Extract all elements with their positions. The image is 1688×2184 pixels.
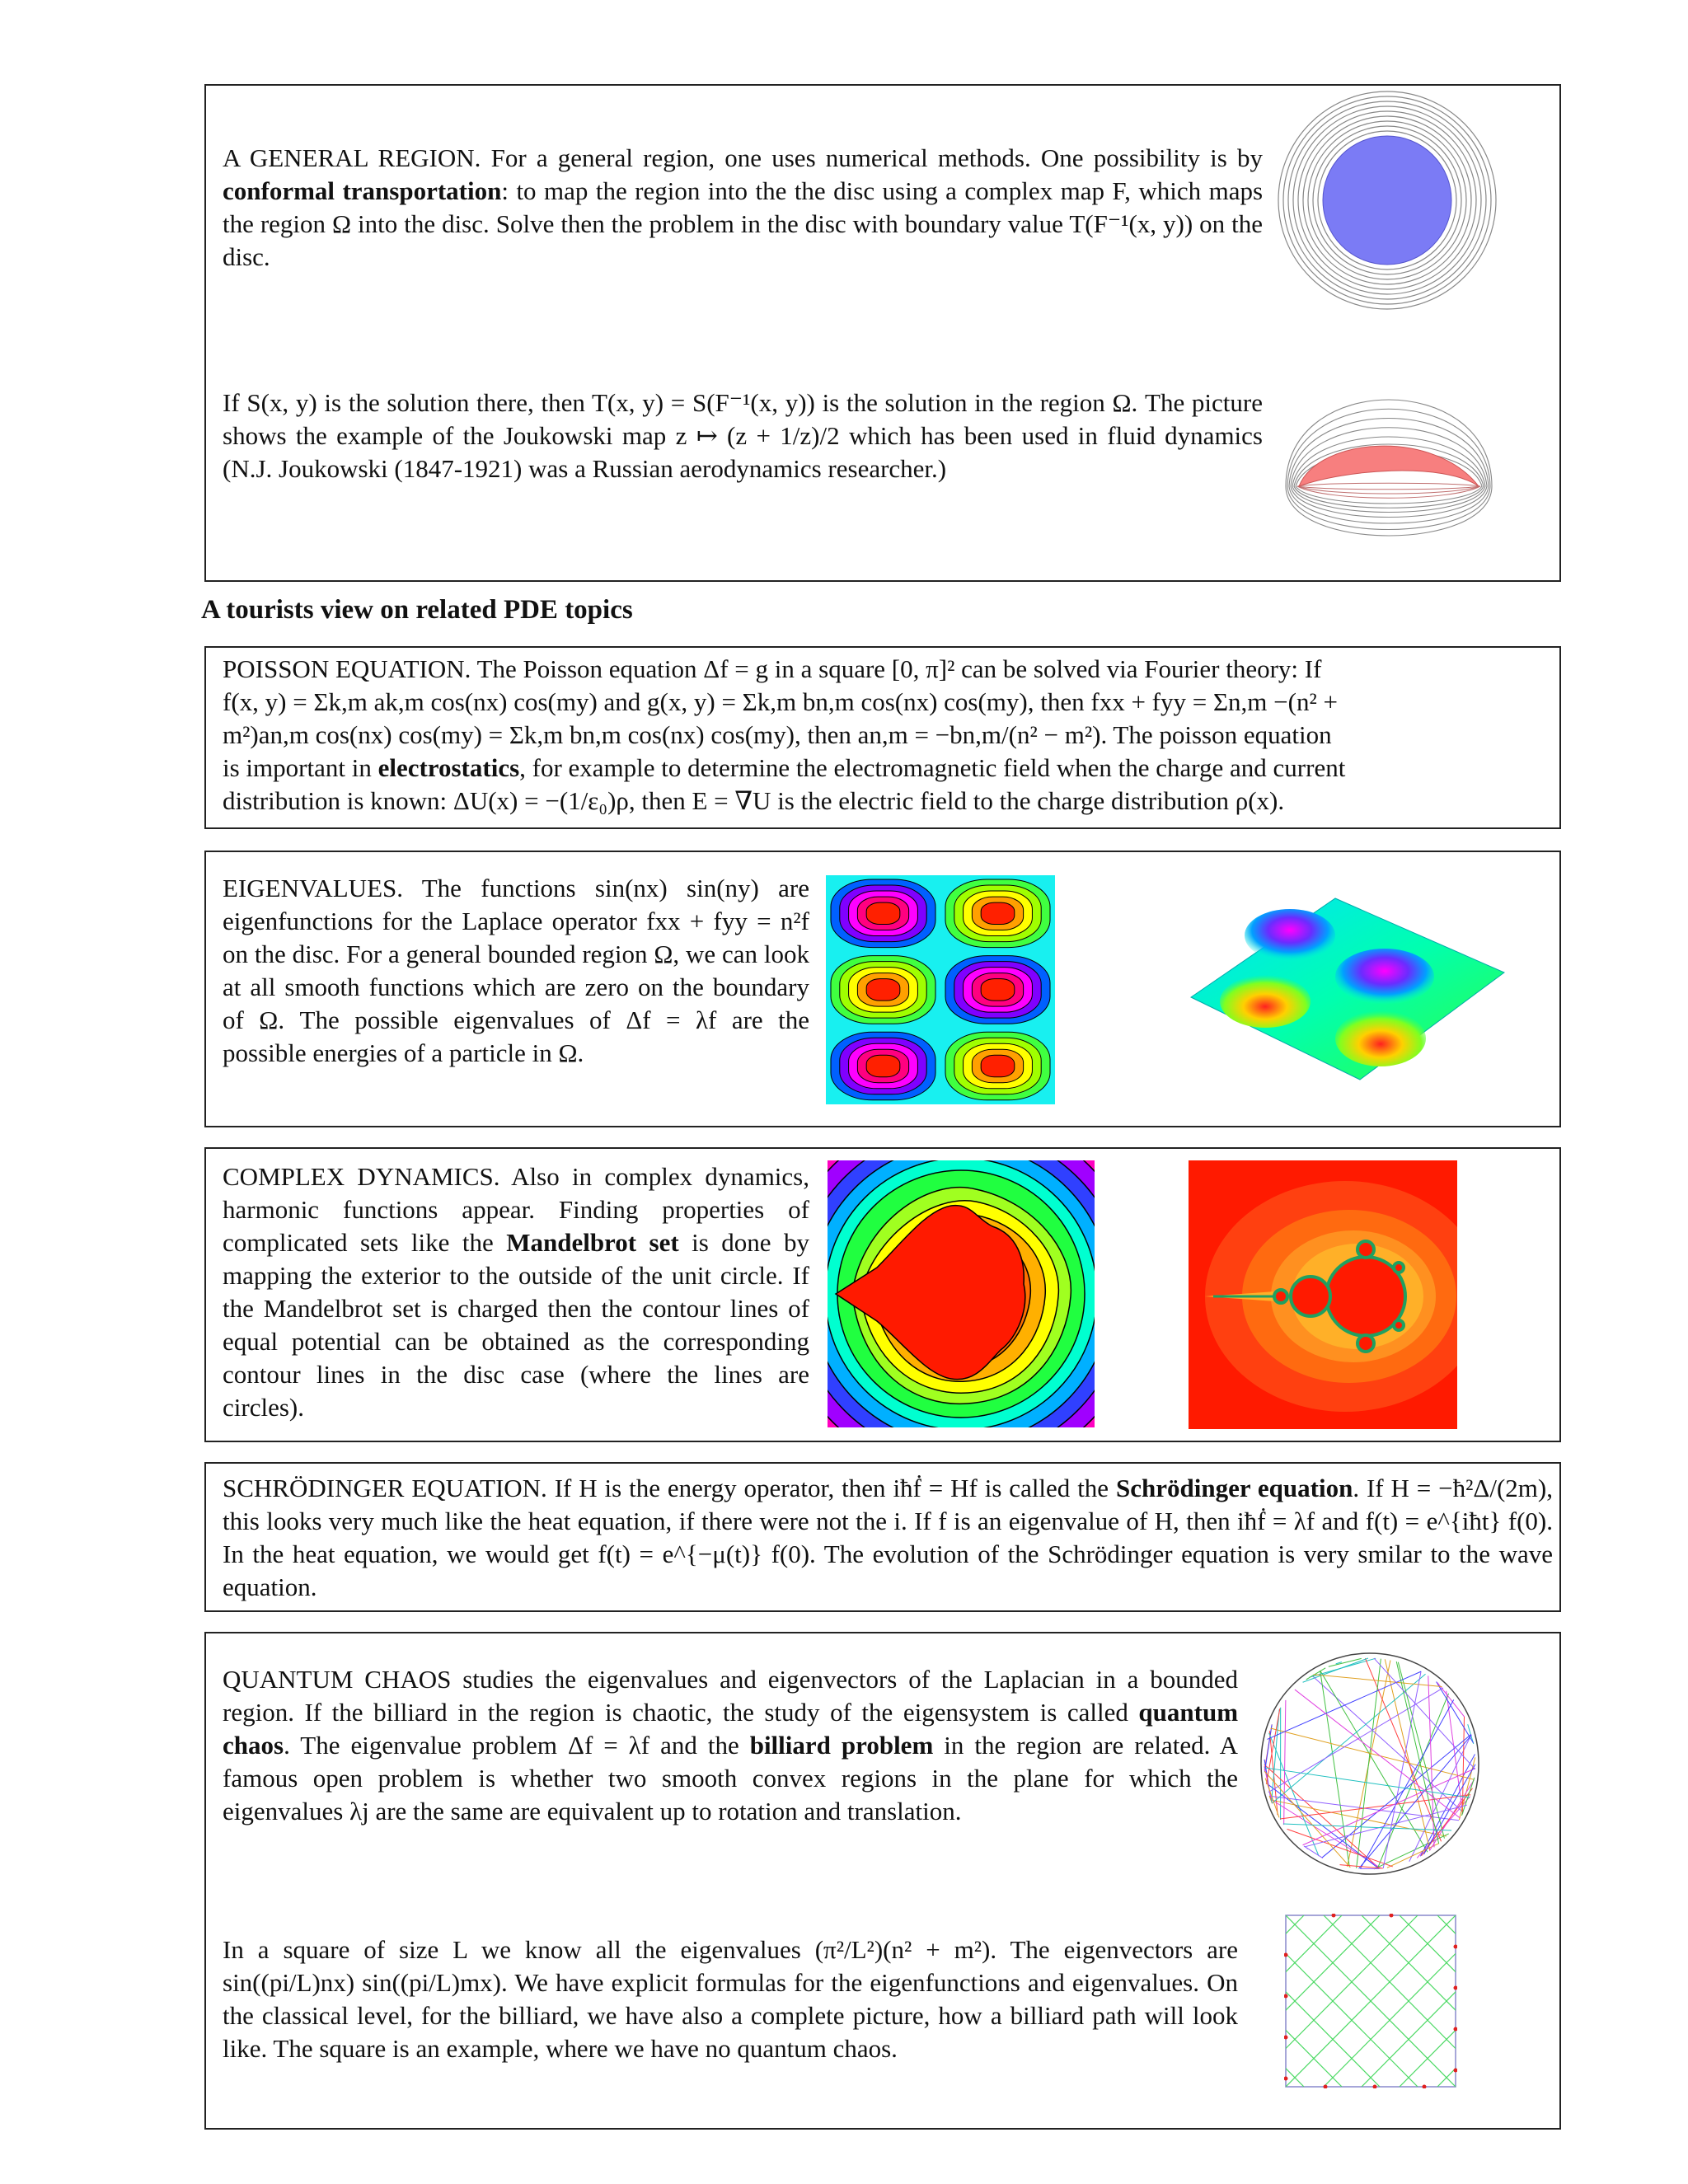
mandelbrot-set-figure <box>1189 1160 1457 1429</box>
conformal-transportation-term: conformal transportation <box>223 176 502 205</box>
eigenfunction-surface-figure <box>1187 874 1508 1088</box>
quantum-chaos-paragraph-2: In a square of size L we know all the eigenvalues (π²/L²)(n² + m²). The eigenvectors are sin((pi/L)nx) sin((pi/L)mx). We have explicit formulas for the eigenfunctions and eigenvalues. On the classical level, for the billiard, we have also a complete picture, how a billiard path will look like. The square is an example, where we have no quantum chaos. <box>223 1935 1238 2063</box>
complex-dynamics-label: COMPLEX DYNAMICS. <box>223 1162 500 1191</box>
square-billiard-figure <box>1284 1914 1457 2088</box>
poisson-paragraph: POISSON EQUATION. The Poisson equation Δf = g in a square [0, π]² can be solved via Fourier theory: If f(x, y) = Σk,m ak,m cos(nx) cos(my) and g(x, y) = Σk,m bn,m cos(nx) cos(my), then fxx + fyy = Σn,m −(n² + m²)an,m cos(nx) cos(my) = Σk,m bn,m cos(nx) cos(my), then an,m = −bn,m/(n² − m²). The poisson equation is important in electrostatics, for example to determine the electromagnetic field when the charge and current distribution is known: ΔU(x) = −(1/ε₀)ρ, then E = ∇U is the electric field to the charge distribution ρ(x). <box>223 654 1346 815</box>
schrodinger-equation-term: Schrödinger equation <box>1115 1474 1353 1502</box>
electrostatics-term: electrostatics <box>377 753 520 782</box>
schrodinger-paragraph: SCHRÖDINGER EQUATION. If H is the energy operator, then iħḟ = Hf is called the Schrödinger equation. If H = −ħ²Δ/(2m), this looks very much like the heat equation, if there were not the i. If f is an eigenvalue of H, then iħḟ = λf and f(t) = e^{iħt} f(0). In the heat equation, we would get f(t) = e^{−μ(t)} f(0). The evolution of the Schrödinger equation is very smilar to the wave equation. <box>223 1474 1553 1601</box>
mandelbrot-contour-figure <box>828 1160 1095 1427</box>
quantum-chaos-term: quantum chaos <box>223 1698 1239 1760</box>
mandelbrot-set-term: Mandelbrot set <box>506 1228 679 1257</box>
disc-conformal-figure <box>1276 89 1498 312</box>
eigenvalues-label: EIGENVALUES. <box>223 874 403 902</box>
eigenvalues-paragraph: EIGENVALUES. The functions sin(nx) sin(ny) are eigenfunctions for the Laplace operator fxx + fyy = n²f on the disc. For a general bounded region Ω, we can look at all smooth functions which are zero on the boundary of Ω. The possible eigenvalues of Δf = λf are the possible energies of a particle in Ω. <box>223 874 809 1067</box>
quantum-chaos-paragraph-1: QUANTUM CHAOS studies the eigenvalues and eigenvectors of the Laplacian in a bounded region. If the billiard in the region is chaotic, the study of the eigensystem is called quantum chaos. The eigenvalue problem Δf = λf and the billiard problem in the region are related. A famous open problem is whether two smooth convex regions in the plane for which the eigenvalues λj are the same are equivalent up to rotation and translation. <box>223 1665 1239 1825</box>
general-region-label: A GENERAL REGION. <box>223 143 481 172</box>
general-region-paragraph-1: A GENERAL REGION. For a general region, one uses numerical methods. One possibility is by conformal transportation: to map the region into the the disc using a complex map F, which maps the region Ω into the disc. Solve then the problem in the disc with boundary value T(F⁻¹(x, y)) on the disc. <box>223 143 1264 271</box>
joukowski-airfoil-figure <box>1278 338 1500 560</box>
poisson-label: POISSON EQUATION. <box>223 654 471 683</box>
complex-dynamics-paragraph: COMPLEX DYNAMICS. Also in complex dynamics, harmonic functions appear. Finding properties of complicated sets like the Mandelbrot set is done by mapping the exterior to the outside of the unit circle. If the Mandelbrot set is charged then the contour lines of equal potential can be obtained as the corresponding contour lines in the disc case (where the lines are circles). <box>223 1162 810 1422</box>
eigenfunction-contour-figure <box>826 875 1055 1104</box>
billiard-problem-term: billiard problem <box>749 1731 934 1760</box>
section-heading: A tourists view on related PDE topics <box>201 595 633 625</box>
general-region-paragraph-2: If S(x, y) is the solution there, then T(x, y) = S(F⁻¹(x, y)) is the solution in the region Ω. The picture shows the example of the Joukowski map z ↦ (z + 1/z)/2 which has been used in fluid dynamics (N.J. Joukowski (1847-1921) was a Russian aerodynamics researcher.) <box>223 388 1263 483</box>
schrodinger-label: SCHRÖDINGER EQUATION. <box>223 1474 547 1502</box>
chaotic-billiard-figure <box>1254 1648 1485 1879</box>
